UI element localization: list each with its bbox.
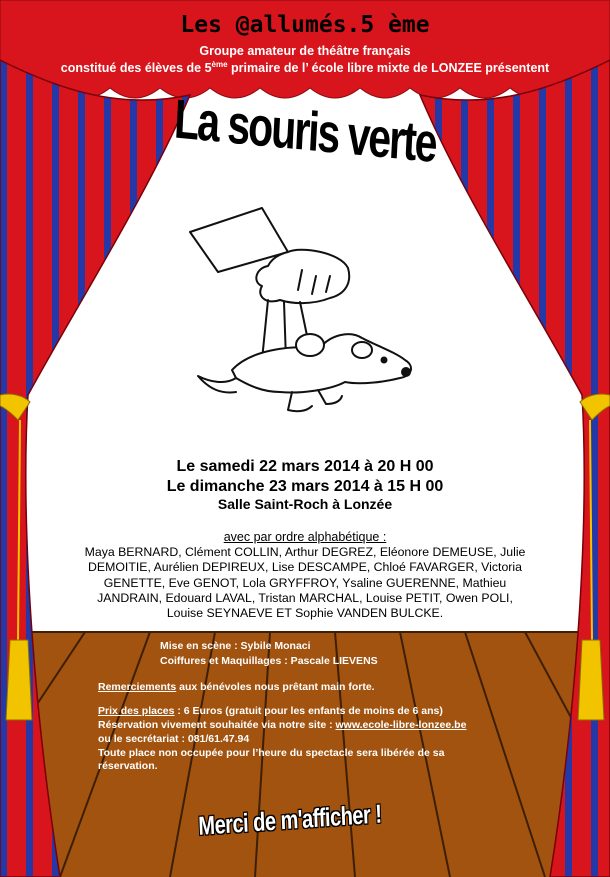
cast-line: DEMOITIE, Aurélien DEPIREUX, Lise DESCAMPE, Chloé FAVARGER, Victoria [88,560,522,575]
performance-dates [100,457,510,497]
staging-credit: Mise en scène : Sybile Monaci [160,640,311,652]
thanks-line: Remerciements aux bénévoles nous prêtant main forte. [98,681,375,693]
cast-line: Maya BERNARD, Clément COLLIN, Arthur DEGREZ, Eléonore DEMEUSE, Julie [84,545,526,559]
ticket-price: Prix des places : 6 Euros (gratuit pour les enfants de moins de 6 ans) [98,705,443,717]
website-link[interactable]: www.ecole-libre-lonzee.be [335,719,467,731]
date-saturday: Le samedi 22 mars 2014 à 20 H 00 [176,458,434,475]
secretariat-line: ou le secrétariat : 081/61.47.94 [98,733,250,745]
ticket-price-label: Prix des places [98,705,175,717]
cast-line: Louise SEYNAEVE ET Sophie VANDEN BULCKE. [166,606,444,621]
cast-label: avec par ordre alphabétique : [223,530,387,544]
school-line: constitué des élèves de 5ème primaire de l’ école libre mixte de LONZEE présentent [60,60,550,76]
play-title: La souris verte [172,87,438,175]
cast-list [68,545,542,621]
group-description: Groupe amateur de théâtre français [199,44,411,58]
troupe-name: Les @allumés.5 ème [180,12,430,38]
footer-slogan: Merci de m'afficher ! [197,800,383,842]
thanks-label: Remerciements [98,681,177,693]
notice-line-2: réservation. [98,760,158,772]
notice-line: Toute place non occupée pour l’heure du spectacle sera libérée de sa [98,747,445,759]
venue: Salle Saint-Roch à Lonzée [217,496,393,512]
puppet-mouse-illustration [190,208,411,411]
date-sunday: Le dimanche 23 mars 2014 à 15 H 00 [166,478,444,495]
hair-makeup-credit: Coiffures et Maquillages : Pascale LIEVENS [160,655,378,667]
cast-line: JANDRAIN, Edouard LAVAL, Tristan MARCHAL, Louise PETIT, Owen POLI, [97,590,513,605]
reservation-line: Réservation vivement souhaitée via notre site : www.ecole-libre-lonzee.be [98,719,467,731]
cast-line: GENETTE, Eve GENOT, Lola GRYFFROY, Ysaline GUERENNE, Mathieu [103,575,507,590]
